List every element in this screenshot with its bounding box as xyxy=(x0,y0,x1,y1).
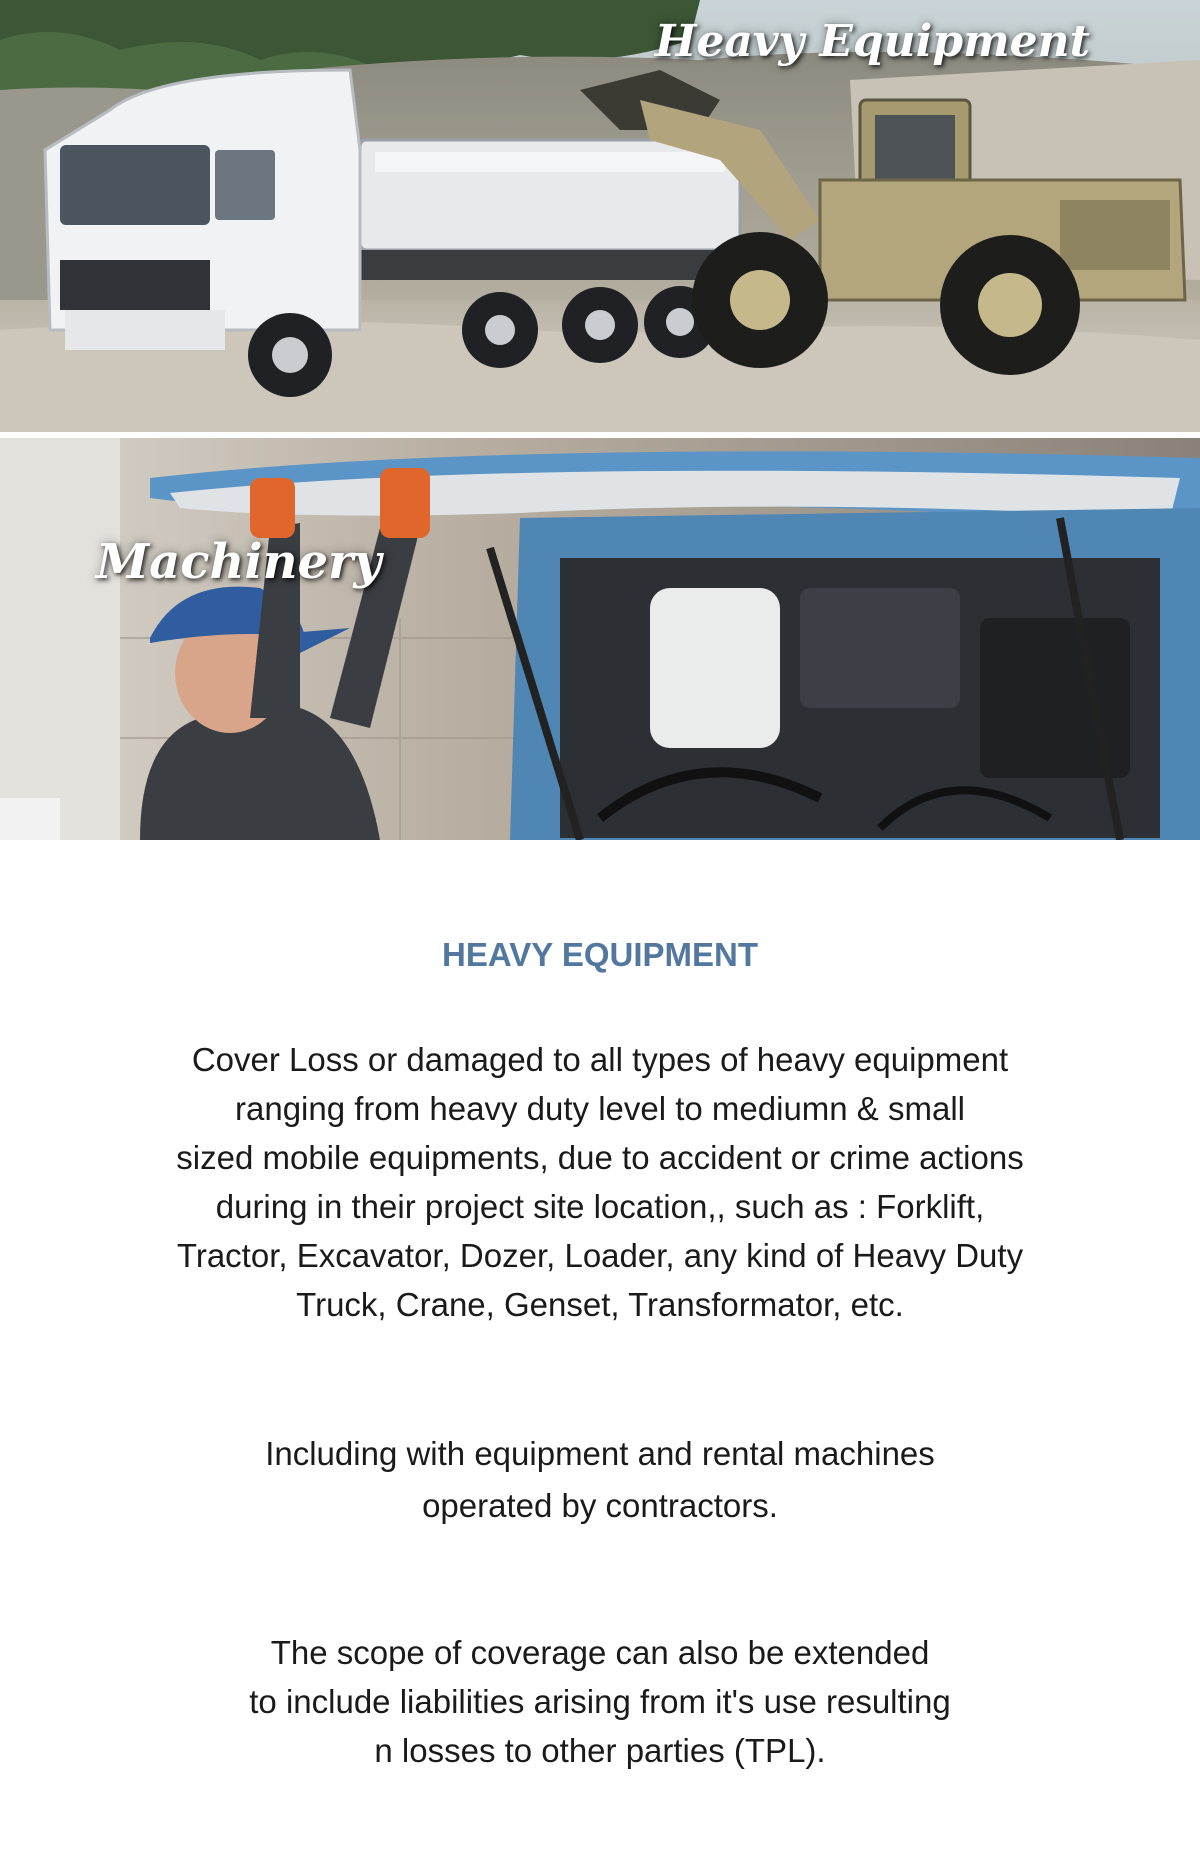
paragraph-line: The scope of coverage can also be extended xyxy=(270,1634,930,1671)
machinery-caption: Machinery xyxy=(96,534,382,590)
content-section xyxy=(0,840,1200,1860)
heavy-equipment-caption: Heavy Equipment xyxy=(654,16,1090,67)
paragraph-line: Cover Loss or damaged to all types of heavy equipment xyxy=(191,1041,1009,1078)
liability-paragraph xyxy=(110,1628,1090,1775)
paragraph-line: Truck, Crane, Genset, Transformator, etc. xyxy=(296,1286,904,1323)
paragraph-line: Tractor, Excavator, Dozer, Loader, any kind of Heavy Duty xyxy=(176,1237,1024,1274)
machinery-photo xyxy=(0,438,1200,840)
coverage-paragraph xyxy=(110,1035,1090,1329)
machinery-banner xyxy=(0,438,1200,840)
paragraph-line: ranging from heavy duty level to mediumn & small xyxy=(235,1090,965,1127)
paragraph-line: to include liabilities arising from it's use resulting xyxy=(249,1683,951,1720)
section-title: HEAVY EQUIPMENT xyxy=(442,936,758,973)
paragraph-line: operated by contractors. xyxy=(422,1487,778,1524)
heavy-equipment-banner xyxy=(0,0,1200,432)
rental-paragraph xyxy=(110,1428,1090,1532)
paragraph-line: during in their project site location,, such as : Forklift, xyxy=(215,1188,985,1225)
paragraph-line: sized mobile equipments, due to accident or crime actions xyxy=(176,1139,1024,1176)
paragraph-line: n losses to other parties (TPL). xyxy=(374,1732,826,1769)
paragraph-line: Including with equipment and rental machines xyxy=(265,1435,935,1472)
